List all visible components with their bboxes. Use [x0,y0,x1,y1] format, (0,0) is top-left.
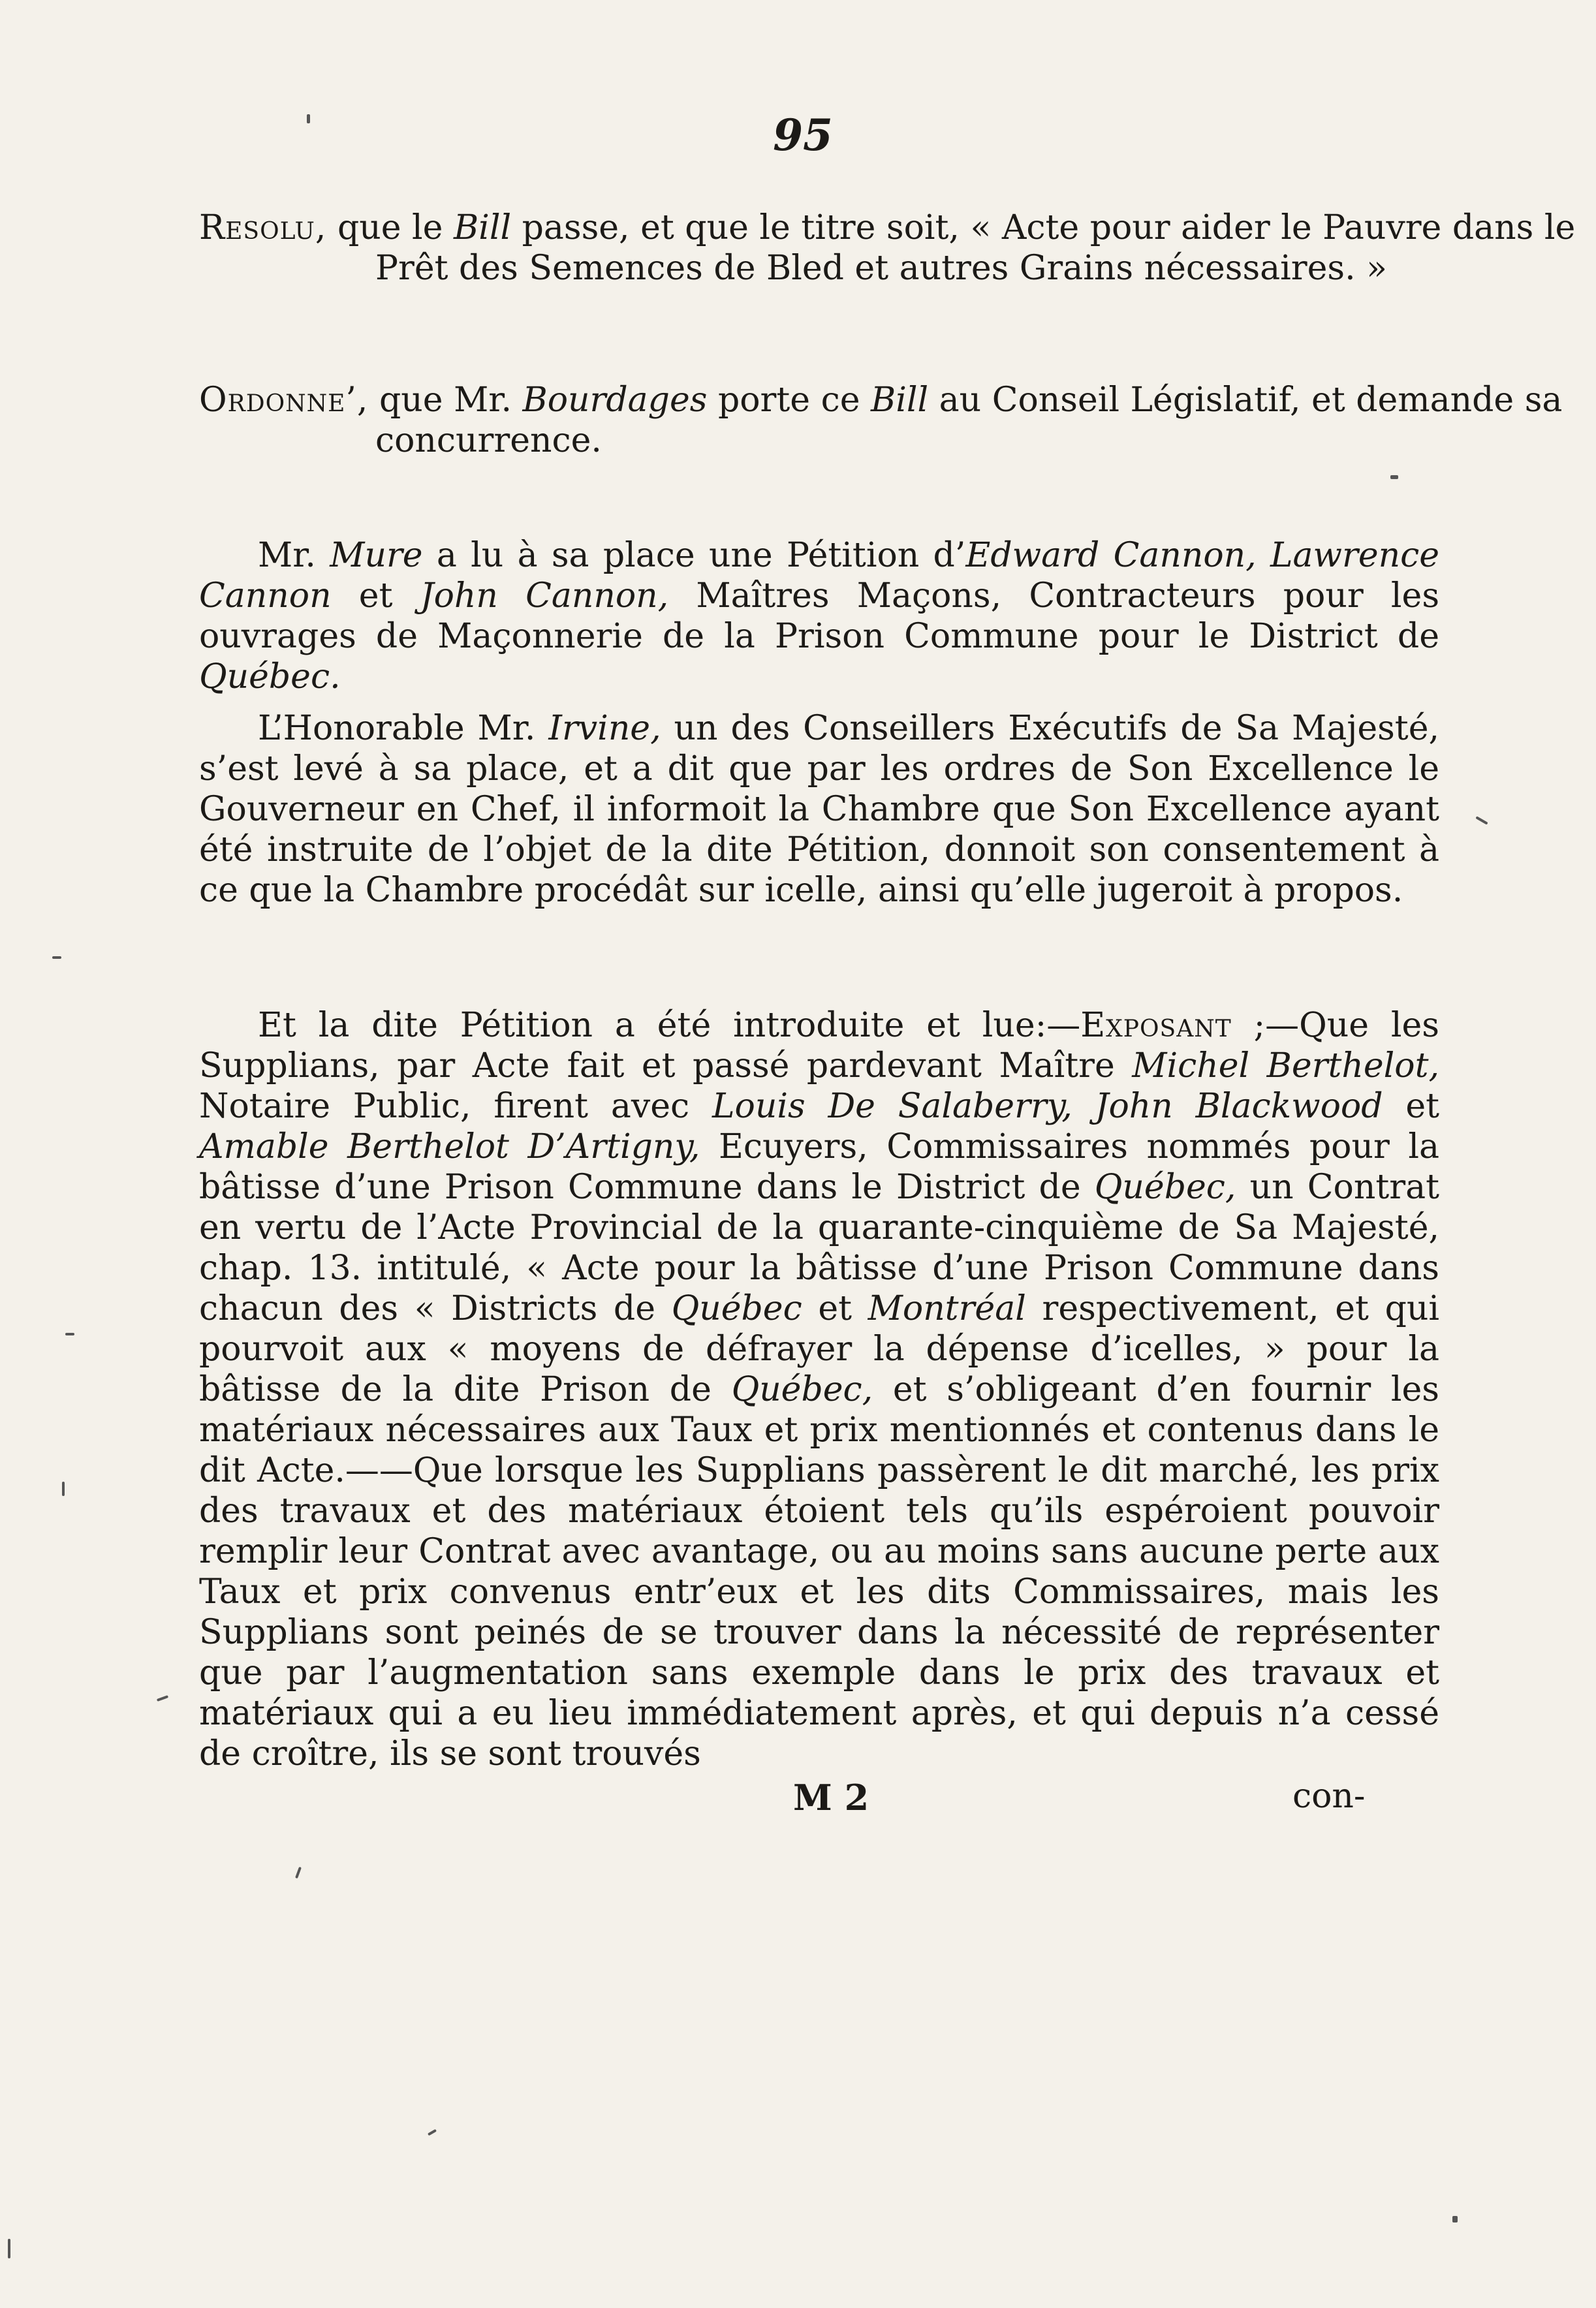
catchword: con- [1292,1777,1366,1816]
order-paragraph: Ordonne’, que Mr. Bourdages porte ce Bill au Conseil Législatif, et demande sa concurrence. [199,381,1563,460]
print-speck [1452,2216,1458,2222]
print-speck [295,1867,302,1879]
petition-read-paragraph: Mr. Mure a lu à sa place une Pétition d’Edward Cannon, Lawrence Cannon et John Cannon, Maîtres Maçons, Contracteurs pour les ouvrages de Maçonnerie de la Prison Commune pour le District de Québec. [199,536,1440,696]
print-speck [307,114,310,123]
signature-mark: M 2 [793,1777,869,1818]
irvine-paragraph: L’Honorable Mr. Irvine, un des Conseillers Exécutifs de Sa Majesté, s’est levé à sa place, et a dit que par les ordres de Son Excellence le Gouverneur en Chef, il informoit la Chambre que Son Excellence ayant été instruite de l’objet de la dite Pétition, donnoit son consentement à ce que la Chambre procédât sur icelle, ainsi qu’elle jugeroit à propos. [199,709,1440,910]
petition-text-paragraph: Et la dite Pétition a été introduite et lue:—Exposant ;—Que les Supplians, par Acte fait et passé pardevant Maître Michel Berthelot, Notaire Public, firent avec Louis De Salaberry, John Blackwood et Amable Berthelot D’Artigny, Ecuyers, Commissaires nommés pour la bâtisse d’une Prison Commune dans le District de Québec, un Contrat en vertu de l’Acte Provincial de la quarante-cinquième de Sa Majesté, chap. 13. intitulé, « Acte pour la bâtisse d’une Prison Commune dans chacun des « Districts de Québec et Montréal respectivement, et qui pourvoit aux « moyens de défrayer la dépense d’icelles, » pour la bâtisse de la dite Prison de Québec, et s’obligeant d’en fournir les matériaux nécessaires aux Taux et prix mentionnés et contenus dans le dit Acte.——Que lorsque les Supplians passèrent le dit marché, les prix des travaux et des matériaux étoient tels qu’ils espéroient pouvoir remplir leur Contrat avec avantage, ou au moins sans aucune perte aux Taux et prix convenus entr’eux et les dits Commissaires, mais les Supplians sont peinés de se trouver dans la nécessité de représenter que par l’augmentation sans exemple dans le prix des travaux et matériaux qui a eu lieu immédiatement après, et qui depuis n’a cessé de croître, ils se sont trouvés [199,1006,1440,1773]
page-number: 95 [773,110,833,161]
resolution-paragraph: Resolu, que le Bill passe, et que le titre soit, « Acte pour aider le Pauvre dans le Prêt des Semences de Bled et autres Grains nécessaires. » [199,208,1576,288]
print-speck [8,2239,10,2258]
print-speck [62,1482,65,1496]
print-speck [65,1333,74,1335]
print-speck [1390,475,1398,479]
print-speck [157,1695,168,1702]
print-speck [1475,816,1488,824]
print-speck [52,956,61,959]
order-lead: Ordonne’, [199,381,369,420]
resolution-lead: Resolu, [199,208,327,247]
print-speck [428,2129,437,2136]
